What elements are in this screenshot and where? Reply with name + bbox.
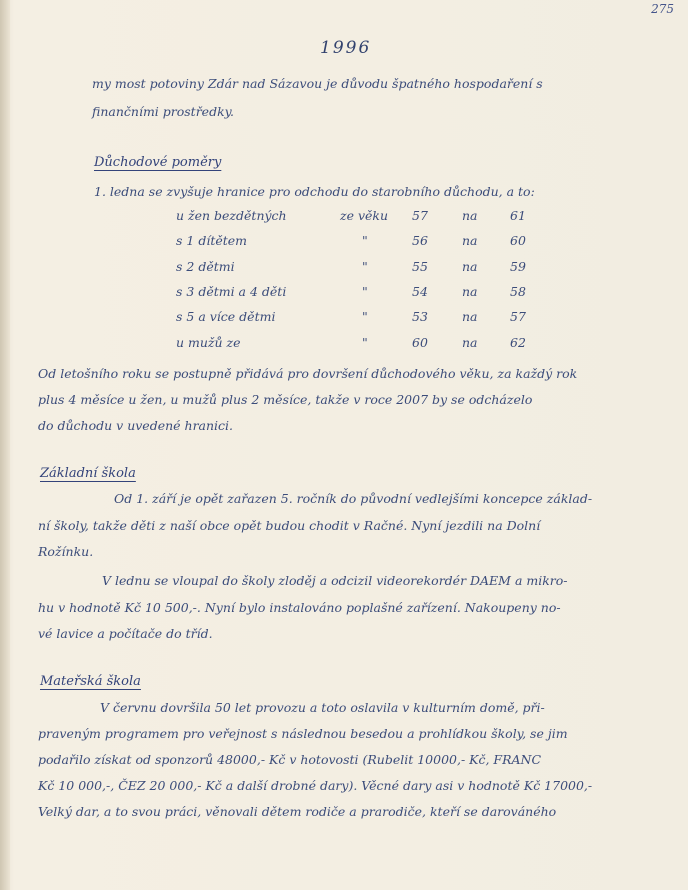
pension-text-line: do důchodu v uvedené hranici. bbox=[38, 418, 234, 433]
year-title: 1996 bbox=[320, 38, 372, 58]
intro-line: finančními prostředky. bbox=[92, 104, 235, 119]
pension-row-to-label: na bbox=[462, 335, 478, 350]
pension-row-to: 57 bbox=[510, 309, 526, 324]
kindergarten-line: praveným programem pro veřejnost s následnou besedou a prohlídkou školy, se jim bbox=[38, 726, 568, 741]
pension-text-line: Od letošního roku se postupně přidává pro dovršení důchodového věku, za každý rok bbox=[38, 366, 578, 381]
basic-school-line: Rožínku. bbox=[38, 544, 94, 559]
pension-row-to-label: na bbox=[462, 309, 478, 324]
pension-row-from-label: " bbox=[362, 335, 368, 350]
pension-row bbox=[0, 208, 688, 230]
page-binding-edge bbox=[0, 0, 10, 890]
pension-row-to-label: na bbox=[462, 284, 478, 299]
basic-school-line: V lednu se vloupal do školy zloděj a odcizil videorekordér DAEM a mikro- bbox=[102, 573, 568, 588]
basic-school-line: Od 1. září je opět zařazen 5. ročník do původní vedlejšími koncepce základ- bbox=[114, 491, 593, 506]
pension-row-to: 62 bbox=[510, 335, 526, 350]
pension-row-from-label: ze věku bbox=[340, 208, 389, 223]
pension-row-label: u mužů ze bbox=[176, 335, 241, 350]
basic-school-line: hu v hodnotě Kč 10 500,-. Nyní bylo instalováno poplašné zařízení. Nakoupeny no- bbox=[38, 600, 561, 615]
pension-row-from: 57 bbox=[412, 208, 428, 223]
pension-row bbox=[0, 335, 688, 357]
kindergarten-line: Kč 10 000,-, ČEZ 20 000,- Kč a další drobné dary). Věcné dary asi v hodnotě Kč 17000,- bbox=[38, 778, 593, 793]
pension-row-to-label: na bbox=[462, 233, 478, 248]
pension-lead: 1. ledna se zvyšuje hranice pro odchodu do starobního důchodu, a to: bbox=[94, 184, 535, 199]
pension-row-to-label: na bbox=[462, 208, 478, 223]
pension-row-from-label: " bbox=[362, 309, 368, 324]
pension-row-label: u žen bezdětných bbox=[176, 208, 287, 223]
pension-row-from: 54 bbox=[412, 284, 428, 299]
pension-row bbox=[0, 233, 688, 255]
pension-row-from-label: " bbox=[362, 233, 368, 248]
intro-line: my most potoviny Zdár nad Sázavou je důvodu špatného hospodaření s bbox=[92, 76, 543, 91]
pension-row-to: 59 bbox=[510, 259, 526, 274]
basic-school-line: vé lavice a počítače do tříd. bbox=[38, 626, 213, 641]
pension-row-from-label: " bbox=[362, 284, 368, 299]
pension-row-from: 55 bbox=[412, 259, 428, 274]
kindergarten-heading: Mateřská škola bbox=[40, 674, 141, 689]
pension-row-to: 58 bbox=[510, 284, 526, 299]
pension-row-label: s 1 dítětem bbox=[176, 233, 248, 248]
kindergarten-line: podařilo získat od sponzorů 48000,- Kč v hotovosti (Rubelit 10000,- Kč, FRANC bbox=[38, 752, 542, 767]
kindergarten-line: V červnu dovršila 50 let provozu a toto oslavila v kulturním domě, při- bbox=[100, 700, 545, 715]
pension-row-label: s 2 dětmi bbox=[176, 259, 235, 274]
basic-school-line: ní školy, takže děti z naší obce opět budou chodit v Račné. Nyní jezdili na Dolní bbox=[38, 518, 541, 533]
pension-row-label: s 5 a více dětmi bbox=[176, 309, 276, 324]
kindergarten-line: Velký dar, a to svou práci, věnovali dětem rodiče a prarodiče, kteří se darováného bbox=[38, 804, 557, 819]
pension-heading: Důchodové poměry bbox=[94, 155, 222, 170]
pension-row-from-label: " bbox=[362, 259, 368, 274]
pension-row-to: 60 bbox=[510, 233, 526, 248]
pension-row bbox=[0, 259, 688, 281]
pension-row-label: s 3 dětmi a 4 děti bbox=[176, 284, 287, 299]
pension-row-from: 60 bbox=[412, 335, 428, 350]
pension-row bbox=[0, 284, 688, 306]
pension-row-to: 61 bbox=[510, 208, 526, 223]
page-number: 275 bbox=[651, 2, 674, 16]
pension-row-from: 56 bbox=[412, 233, 428, 248]
pension-row bbox=[0, 309, 688, 331]
pension-text-line: plus 4 měsíce u žen, u mužů plus 2 měsíce, takže v roce 2007 by se odcházelo bbox=[38, 392, 533, 407]
basic-school-heading: Základní škola bbox=[40, 466, 136, 481]
pension-row-to-label: na bbox=[462, 259, 478, 274]
pension-row-from: 53 bbox=[412, 309, 428, 324]
